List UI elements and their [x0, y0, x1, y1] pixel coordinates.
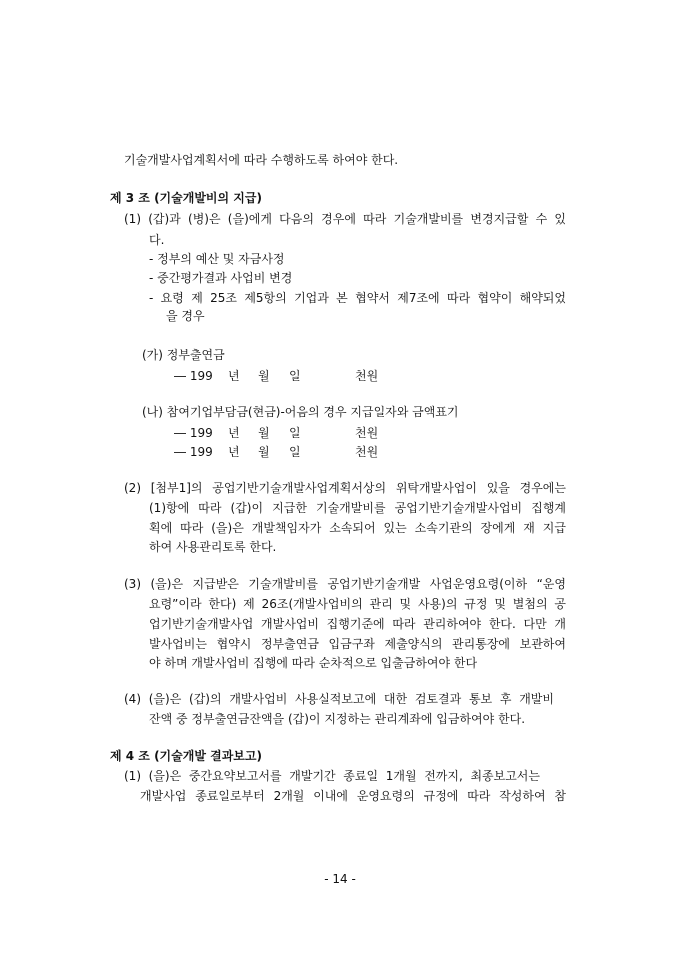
article-3-p1-line-2: 다.: [149, 233, 165, 247]
amount-row-month: 월: [258, 426, 270, 440]
article-3-p2-line: (2) [첨부1]의 공업기반기술개발사업계획서상의 위탁개발사업이 있을 경우에는: [124, 481, 566, 495]
amount-row-day: 일: [289, 369, 301, 383]
bullet-item: - 정부의 예산 및 자금사정: [149, 252, 285, 266]
amount-row-day: 일: [289, 445, 301, 459]
article-4-p1-line: (1) (을)은 중간요약보고서를 개발기간 종료일 1개월 전까지, 최종보고서는: [124, 769, 540, 783]
amount-row-unit: 천원: [355, 426, 379, 440]
article-3-p3-line: 요령”이라 한다) 제 26조(개발사업비의 관리 및 사용)의 규정 및 별첨의 공: [149, 597, 566, 611]
amount-row-day: 일: [289, 426, 301, 440]
amount-row-year-prefix: ― 199: [174, 445, 213, 459]
article-3-p2-line: 획에 따라 (을)은 개발책임자가 소속되어 있는 소속기관의 장에게 재 지급: [149, 521, 566, 535]
article-3-p3-line: 업기반기술개발사업 개발사업비 집행기준에 따라 관리하여야 한다. 다만 개: [149, 617, 566, 631]
amount-row-unit: 천원: [355, 369, 379, 383]
amount-row-month: 월: [258, 445, 270, 459]
amount-row-year-prefix: ― 199: [174, 369, 213, 383]
article-3-p2-line: (1)항에 따라 (갑)이 지급한 기술개발비를 공업기반기술개발사업비 집행계: [149, 501, 566, 515]
bullet-item: - 중간평가결과 사업비 변경: [149, 271, 293, 285]
amount-row-year: 년: [228, 369, 240, 383]
article-3-p3-line: 야 하며 개발사업비 집행에 따라 순차적으로 입출금하여야 한다: [149, 656, 478, 670]
article-3-p4-line: (4) (을)은 (갑)의 개발사업비 사용실적보고에 대한 검토결과 통보 후 개발비: [124, 692, 554, 706]
article-3-p4-line: 잔액 중 정부출연금잔액을 (갑)이 지정하는 관리계좌에 입금하여야 한다.: [149, 712, 526, 726]
article-3-p3-line: 발사업비는 협약시 정부출연금 입금구좌 제출양식의 관리통장에 보관하여: [149, 637, 566, 651]
article-3-p2-line: 하여 사용관리토록 한다.: [149, 540, 277, 554]
intro-line: 기술개발사업계획서에 따라 수행하도록 하여야 한다.: [124, 153, 399, 167]
bullet-item: - 요령 제 25조 제5항의 기업과 본 협약서 제7조에 따라 협약이 해약되었: [149, 291, 566, 305]
article-3-heading: 제 3 조 (기술개발비의 지급): [110, 191, 262, 205]
article-4-p1-line: 개발사업 종료일로부터 2개월 이내에 운영요령의 규정에 따라 작성하여 참: [140, 789, 566, 803]
amount-row-year: 년: [228, 445, 240, 459]
sub-item-ga-label: (가) 정부출연금: [142, 348, 225, 362]
amount-row-year-prefix: ― 199: [174, 426, 213, 440]
amount-row-year: 년: [228, 426, 240, 440]
article-3-p1-line-1: (1) (갑)과 (병)은 (을)에게 다음의 경우에 따라 기술개발비를 변경지급할 수 있: [124, 212, 566, 226]
sub-item-na-label: (나) 참여기업부담금(현금)-어음의 경우 지급일자와 금액표기: [142, 405, 459, 419]
amount-row-unit: 천원: [355, 445, 379, 459]
page-number: - 14 -: [324, 872, 356, 886]
bullet-item-continued: 을 경우: [166, 309, 205, 323]
amount-row-month: 월: [258, 369, 270, 383]
article-4-heading: 제 4 조 (기술개발 결과보고): [110, 749, 262, 763]
article-3-p3-line: (3) (을)은 지급받은 기술개발비를 공업기반기술개발 사업운영요령(이하 “운영: [124, 577, 566, 591]
